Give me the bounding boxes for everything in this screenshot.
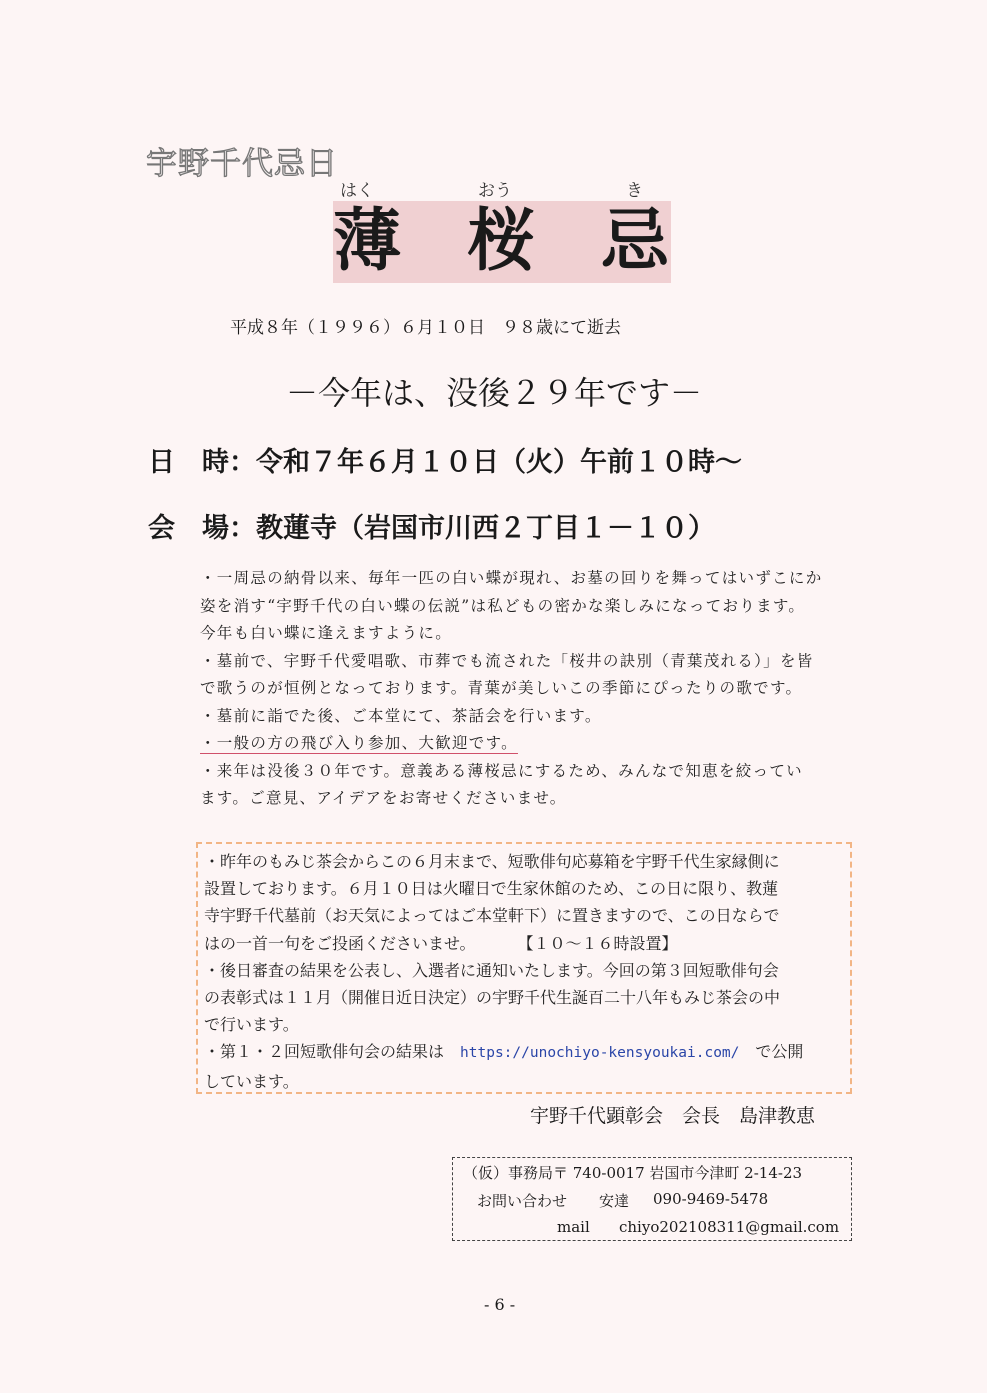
anniversary-line: －今年は、没後２９年です－ — [286, 374, 703, 412]
note-line: ます。ご意見、アイデアをお寄せくださいませ。 — [200, 789, 567, 807]
inquiry-name: 安達 — [599, 1192, 630, 1210]
box-hours: 【１０～１６時設置】 — [517, 933, 678, 953]
title-ruby-2: おう — [478, 181, 512, 201]
event-venue-line: 会 場：教蓮寺（岩国市川西２丁目１－１０） — [148, 513, 715, 544]
info-line: 寺宇野千代墓前（お天気によってはご本堂軒下）に置きますので、この日ならで — [204, 906, 780, 926]
info-line: の表彰式は１１月（開催日近日決定）の宇野千代生誕百二十八年もみじ茶会の中 — [204, 988, 781, 1008]
inquiry-label: お問い合わせ — [477, 1192, 568, 1210]
note-line: ・一周忌の納骨以来、毎年一匹の白い蝶が現れ、お墓の回りを舞ってはいずこにか — [200, 569, 823, 587]
results-url-link[interactable]: https://unochiyo-kensyoukai.com/ — [460, 1045, 740, 1062]
notes-section — [200, 565, 880, 813]
page-number: - 6 - — [484, 1295, 516, 1314]
title-char-2: 桜 — [467, 201, 536, 281]
title-char-3: 忌 — [601, 201, 670, 281]
submission-info-box — [196, 842, 852, 1094]
info-line: ・第１・２回短歌俳句会の結果は — [204, 1042, 445, 1062]
title-ruby-1: はく — [340, 181, 374, 201]
info-line: で行います。 — [204, 1015, 299, 1035]
note-line: ・来年は没後３０年です。意義ある薄桜忌にするため、みんなで知恵を絞ってい — [200, 761, 803, 780]
office-address: （仮）事務局〒 740-0017 岩国市今津町 2-14-23 — [463, 1164, 803, 1182]
phone-number: 090-9469-5478 — [653, 1190, 769, 1208]
organization-signature: 宇野千代顕彰会 会長 島津教恵 — [530, 1105, 816, 1127]
series-label: 宇野千代忌日 — [146, 146, 338, 182]
contact-box — [452, 1157, 852, 1241]
title-ruby-3: き — [626, 181, 643, 201]
info-line: 設置しております。６月１０日は火曜日で生家休館のため、この日に限り、教蓮 — [204, 879, 779, 899]
title-char-1: 薄 — [333, 201, 402, 281]
note-line: ・墓前に詣でた後、ご本堂にて、茶話会を行います。 — [200, 706, 602, 725]
info-line: はの一首一句をご投函くださいませ。 — [204, 933, 476, 953]
url-suffix: で公開 — [755, 1042, 804, 1062]
death-date-line: 平成８年（１９９６）６月１０日 ９８歳にて逝去 — [230, 318, 621, 338]
note-line: で歌うのが恒例となっております。青葉が美しいこの季節にぴったりの歌です。 — [200, 679, 803, 697]
email-address[interactable]: chiyo202108311@gmail.com — [619, 1218, 840, 1236]
event-date-line: 日 時：令和７年６月１０日（火）午前１０時～ — [148, 447, 742, 478]
note-line: 姿を消す“宇野千代の白い蝶の伝説”は私どもの密かな楽しみになっております。 — [200, 596, 806, 615]
note-line: 今年も白い蝶に逢えますように。 — [200, 624, 453, 642]
note-line: ・墓前で、宇野千代愛唱歌、市葬でも流された「桜井の訣別（青葉茂れる）」を皆 — [200, 651, 814, 670]
info-line: しています。 — [204, 1071, 299, 1091]
info-line: ・昨年のもみじ茶会からこの６月末まで、短歌俳句応募箱を宇野千代生家縁側に — [204, 852, 780, 871]
mail-label: mail — [557, 1218, 590, 1236]
info-line: ・後日審査の結果を公表し、入選者に通知いたします。今回の第３回短歌俳句会 — [204, 960, 779, 980]
note-line-highlighted: ・一般の方の飛び入り参加、大歓迎です。 — [200, 734, 518, 752]
